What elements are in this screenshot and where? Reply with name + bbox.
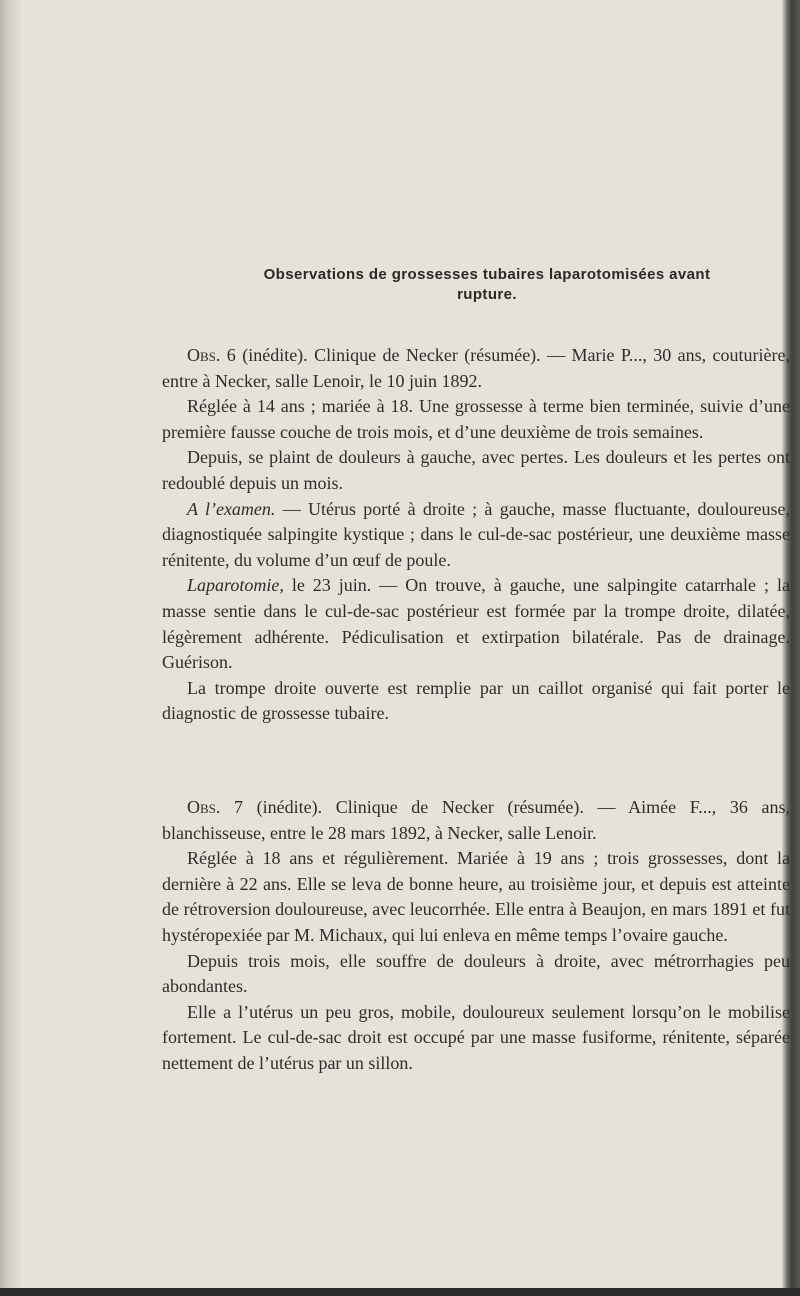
obs7-history-paragraph: Réglée à 18 ans et régulièrement. Mariée à 19 ans ; trois grossesses, dont la dernière à 22 ans. Elle se leva de bonne heure, au troisième jour, et depuis est atteinte de rétroversion douloureuse, avec leucorrhée. Elle entra à Beaujon, en mars 1891 et fut hystéropexiée par M. Michaux, qui lui enleva en même temps l’ovaire gauche. [162,848,790,945]
obs7-label: Obs. 7 [187,797,244,817]
obs6-history-paragraph: Réglée à 14 ans ; mariée à 18. Une grossesse à terme bien terminée, suivie d’une première fausse couche de trois mois, et d’une deuxième de trois semaines. [162,396,790,442]
observation-7 [162,795,790,1077]
heading-line-1: Observations de grossesses tubaires laparotomisées avant [263,266,711,283]
obs6-surgery-lead: Laparotomie, [187,575,284,596]
section-heading [192,265,782,305]
obs7-symptoms-paragraph: Depuis trois mois, elle souffre de douleurs à droite, avec métrorrhagies peu abondantes. [162,950,790,997]
obs6-exam-lead: A l’examen. [187,498,276,519]
obs6-intro-paragraph [162,343,790,394]
obs6-symptoms-paragraph: Depuis, se plaint de douleurs à gauche, avec pertes. Les douleurs et les pertes ont redoublé depuis un mois. [162,447,790,493]
obs6-label: Obs. 6 [187,345,236,365]
obs6-surgery-text: le 23 juin. — On trouve, à gauche, une salpingite catarrhale ; la masse sentie dans le cul-de-sac postérieur est formée par la trompe droite, dilatée, légèrement adhérente. Pédiculisation et extirpation bilatérale. Pas de drainage. Guérison. [162,575,790,673]
obs7-intro-paragraph [162,795,790,846]
obs7-intro-text: (inédite). Clinique de Necker (résumée). — Aimée F..., 36 ans, blanchisseuse, entre le 28 mars 1892, à Necker, salle Lenoir. [162,797,790,843]
heading-line-2: rupture. [457,286,517,303]
obs6-diagnosis-paragraph: La trompe droite ouverte est remplie par un caillot organisé qui fait porter le diagnostic de grossesse tubaire. [162,677,790,724]
binding-shadow [0,0,22,1296]
obs6-exam-text: — Utérus porté à droite ; à gauche, masse fluctuante, douloureuse, diagnostiquée salpingite kystique ; dans le cul-de-sac postérieur, une deuxième masse rénitente, du volume d’un œuf de poule. [162,498,790,570]
obs6-surgery-paragraph [162,573,790,675]
obs6-exam-paragraph [162,497,790,574]
obs6-intro-text: (inédite). Clinique de Necker (résumée). — Marie P..., 30 ans, couturière, entre à Necker, salle Lenoir, le 10 juin 1892. [162,345,791,391]
observation-6 [162,343,790,727]
bottom-edge [0,1288,800,1296]
obs7-exam-paragraph: Elle a l’utérus un peu gros, mobile, douloureux seulement lorsqu’on le mobilise fortement. Le cul-de-sac droit est occupé par une masse fusiforme, rénitente, séparée nettement de l’utérus par un sillon. [162,1001,790,1073]
